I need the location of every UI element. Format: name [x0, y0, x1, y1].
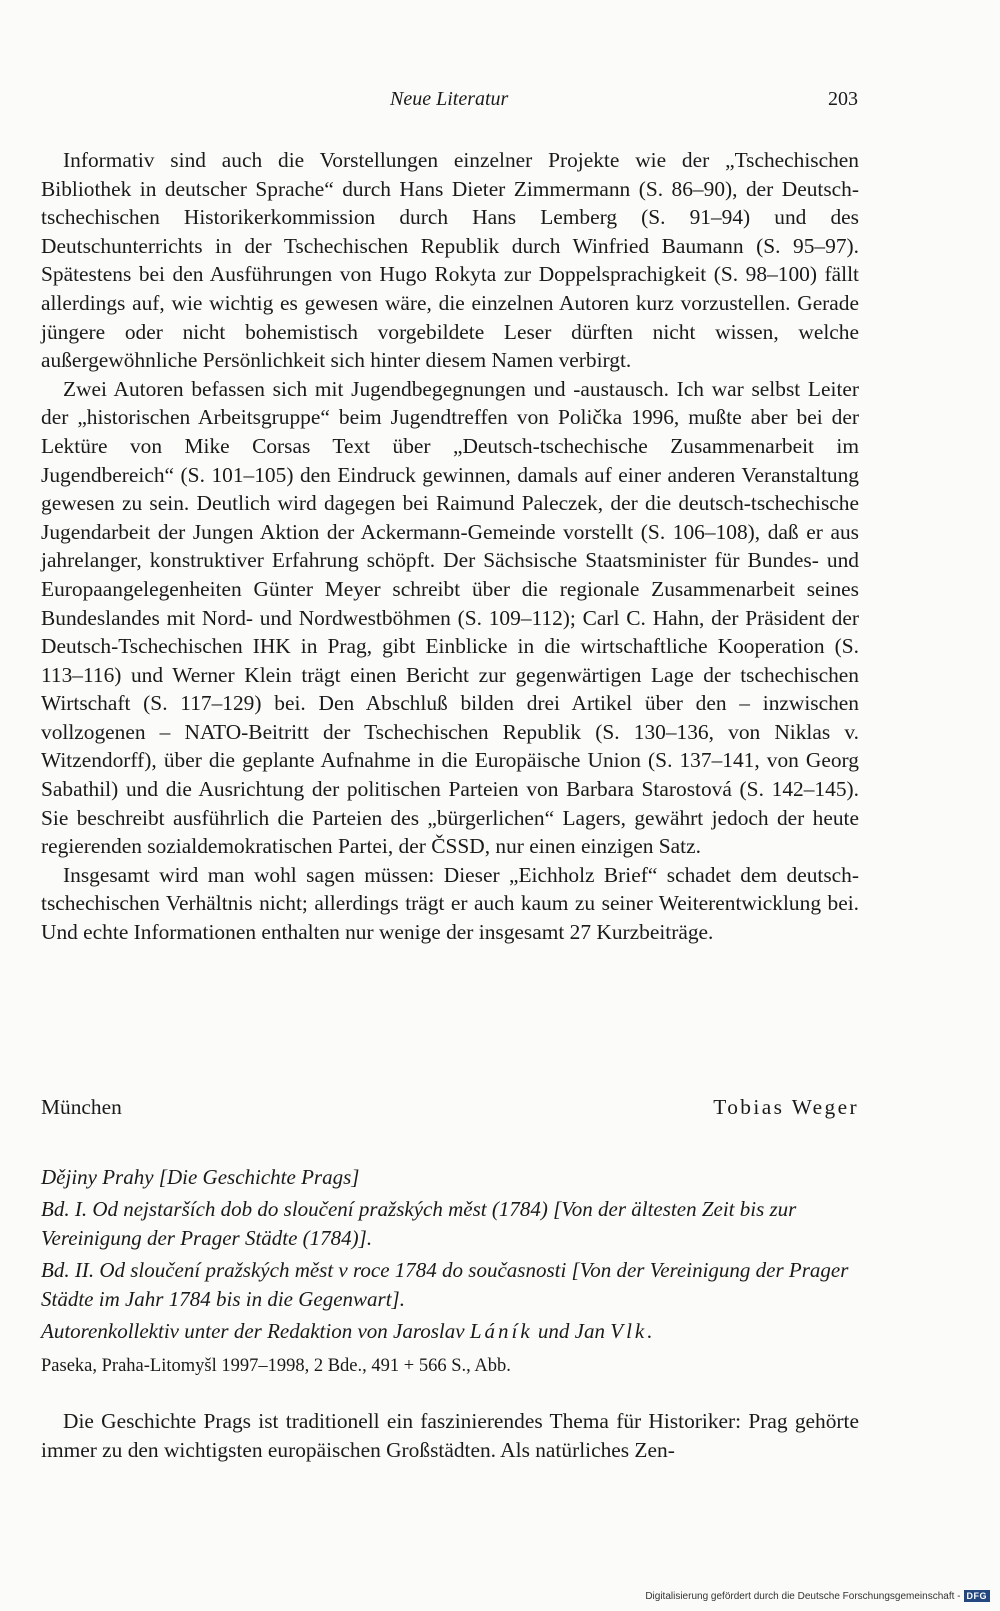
review-volume-1: Bd. I. Od nejstarších dob do sloučení pražských měst (1784) [Von der ältesten Zeit bis zur Vereinigung der Prager Städte (1784)].: [41, 1197, 797, 1250]
review-editors: Autorenkollektiv unter der Redaktion von Jaroslav Láník und Jan Vlk.: [41, 1319, 653, 1343]
running-title: Neue Literatur: [390, 88, 509, 110]
review-body: [41, 1407, 859, 1465]
signature-place: München: [41, 1095, 122, 1119]
review-publication: Paseka, Praha-Litomyšl 1997–1998, 2 Bde., 491 + 566 S., Abb.: [41, 1356, 511, 1376]
signature-author: Tobias Weger: [713, 1095, 859, 1119]
footer: [645, 1590, 990, 1602]
paragraph: Insgesamt wird man wohl sagen müssen: Dieser „Eichholz Brief“ schadet dem deutsch-tschechischen Verhältnis nicht; allerdings trägt er auch kaum zu seiner Weiterentwicklung bei. Und echte Informationen enthalten nur wenige der insgesamt 27 Kurzbeiträge.: [41, 862, 859, 945]
review-header: [41, 1163, 859, 1380]
page-number: 203: [828, 88, 858, 110]
dfg-logo: DFG: [964, 1590, 991, 1602]
footer-text: Digitalisierung gefördert durch die Deutsche Forschungsgemeinschaft -: [645, 1590, 961, 1602]
paragraph: Informativ sind auch die Vorstellungen einzelner Projekte wie der „Tschechischen Bibliothek in deutscher Sprache“ durch Hans Dieter Zimmermann (S. 86–90), der Deutsch-tschechischen Historikerkommission durch Hans Lemberg (S. 91–94) und des Deutschunterrichts in der Tschechischen Republik durch Winfried Baumann (S. 95–97). Spätestens bei den Ausführungen von Hugo Rokyta zur Doppelsprachigkeit (S. 98–100) fällt allerdings auf, wie wichtig es gewesen wäre, die einzelnen Autoren kurz vorzustellen. Gerade jüngere oder nicht bohemistisch vorgebildete Leser dürften nicht wissen, welche außergewöhnliche Persönlichkeit sich hinter diesem Namen verbirgt.: [41, 148, 859, 373]
paragraph: Zwei Autoren befassen sich mit Jugendbegegnungen und -austausch. Ich war selbst Leiter der „historischen Arbeitsgruppe“ beim Jugendtreffen von Polička 1996, mußte aber bei der Lektüre von Mike Corsas Text über „Deutsch-tschechische Zusammenarbeit im Jugendbereich“ (S. 101–105) den Eindruck gewinnen, damals auf einer anderen Veranstaltung gewesen zu sein. Deutlich wird dagegen bei Raimund Paleczek, der die deutsch-tschechische Jugendarbeit der Jungen Aktion der Ackermann-Gemeinde vorstellt (S. 106–108), daß er aus jahrelanger, konstruktiver Erfahrung schöpft. Der Sächsische Staatsminister für Bundes- und Europaangelegenheiten Günter Meyer schreibt über die regionale Zusammenarbeit seines Bundeslandes mit Nord- und Nordwestböhmen (S. 109–112); Carl C. Hahn, der Präsident der Deutsch-Tschechischen IHK in Prag, gibt Einblicke in die wirtschaftliche Kooperation (S. 113–116) und Werner Klein trägt einen Bericht zur gegenwärtigen Lage der tschechischen Wirtschaft (S. 117–129) bei. Den Abschluß bilden drei Artikel über den – inzwischen vollzogenen – NATO-Beitritt der Tschechischen Republik (S. 130–136, von Niklas v. Witzendorff), über die geplante Aufnahme in die Europäische Union (S. 137–141, von Georg Sabathil) und die Ausrichtung der politischen Parteien von Barbara Starostová (S. 142–145). Sie beschreibt ausführlich die Parteien des „bürgerlichen“ Lagers, gewährt jedoch der heute regierenden sozialdemokratischen Partei, der ČSSD, nur einen einzigen Satz.: [41, 376, 859, 859]
paragraph: Die Geschichte Prags ist traditionell ein faszinierendes Thema für Historiker: Prag gehörte immer zu den wichtigsten europäischen Großstädten. Als natürliches Zen-: [41, 1409, 859, 1462]
review-volume-2: Bd. II. Od sloučení pražských měst v roce 1784 do současnosti [Von der Vereinigung der Prager Städte im Jahr 1784 bis in die Gegenwart].: [41, 1258, 849, 1311]
article-body: [41, 146, 859, 947]
review-title: Dějiny Prahy [Die Geschichte Prags]: [41, 1165, 360, 1189]
